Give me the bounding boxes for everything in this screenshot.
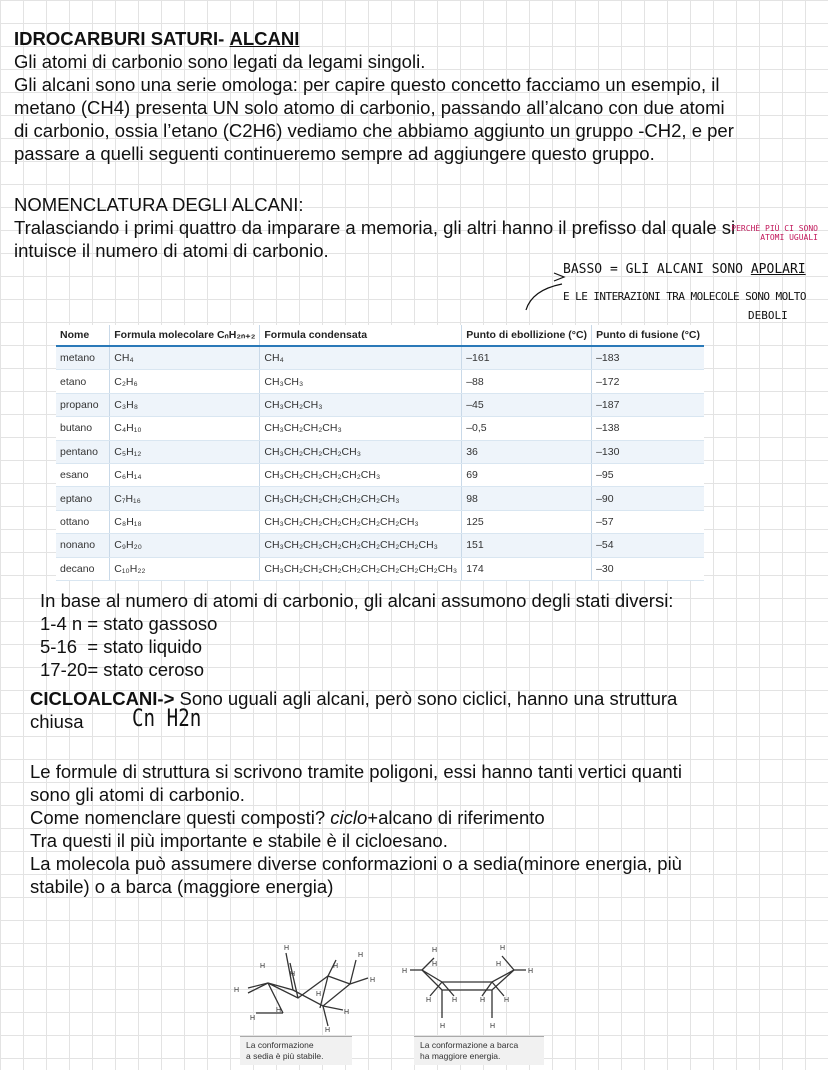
atom-label: H (358, 952, 364, 959)
nomenclature-line: Tralasciando i primi quattro da imparare a memoria, gli altri hanno il prefisso dal quale si (14, 217, 736, 238)
table-cell: 151 (462, 534, 592, 557)
atom-label: H (276, 1007, 282, 1014)
table-header-row (56, 325, 704, 346)
column-header: Punto di ebollizione (°C) (462, 325, 592, 346)
table-cell: propano (56, 393, 110, 416)
table-cell: butano (56, 417, 110, 440)
boat-conformation-figure (402, 940, 542, 1036)
atom-label: H (284, 945, 290, 952)
closing-line: La molecola può assumere diverse conformazioni o a sedia(minore energia, più (30, 853, 682, 874)
states-line: 1-4 n = stato gassoso (40, 613, 218, 634)
structure-line: Le formule di struttura si scrivono tramite poligoni, essi hanno tanti vertici quanti (30, 761, 682, 782)
table-cell: C₃H₈ (110, 393, 260, 416)
table-cell: C₇H₁₆ (110, 487, 260, 510)
cyclo-heading: CICLOALCANI-> (30, 688, 175, 709)
intro-line: metano (CH4) presenta UN solo atomo di carbonio, passando all’alcano con due atomi (14, 97, 725, 118)
table-row (56, 417, 704, 440)
table-cell: –90 (592, 487, 704, 510)
states-line: In base al numero di atomi di carbonio, gli alcani assumono degli stati diversi: (40, 590, 674, 611)
table-cell: pentano (56, 440, 110, 463)
intro-line: Gli atomi di carbonio sono legati da legami singoli. (14, 51, 426, 72)
table-cell: CH₃CH₂CH₂CH₃ (260, 417, 462, 440)
table-cell: CH₃CH₂CH₂CH₂CH₂CH₂CH₂CH₂CH₂CH₃ (260, 557, 462, 580)
table-cell: –138 (592, 417, 704, 440)
naming-line (30, 806, 682, 829)
cyclo-line2: chiusa (30, 711, 84, 732)
atom-label: H (432, 947, 438, 954)
chair-conformation-figure (228, 938, 398, 1038)
states-line: 5-16 = stato liquido (40, 636, 202, 657)
table-cell: 98 (462, 487, 592, 510)
table-cell: 36 (462, 440, 592, 463)
atom-label: H (344, 1009, 350, 1016)
atom-label: H (490, 1023, 496, 1030)
table-row (56, 510, 704, 533)
table-cell: CH₃CH₂CH₂CH₂CH₂CH₂CH₂CH₂CH₃ (260, 534, 462, 557)
title-text: IDROCARBURI SATURI- (14, 28, 230, 49)
atom-label: H (528, 968, 534, 975)
table-row (56, 370, 704, 393)
atom-label: H (325, 1027, 331, 1034)
chair-caption: La conformazione a sedia è più stabile. (246, 1040, 324, 1061)
table-row (56, 393, 704, 416)
atom-label: H (480, 997, 486, 1004)
table-cell: C₆H₁₄ (110, 463, 260, 486)
table-cell: CH₃CH₂CH₃ (260, 393, 462, 416)
handwritten-note-line3: DEBOLI (748, 309, 788, 322)
note-apolari: APOLARI (750, 262, 806, 277)
table-cell: –30 (592, 557, 704, 580)
structure-line: sono gli atomi di carbonio. (30, 784, 245, 805)
alkanes-table (56, 325, 704, 581)
column-header: Nome (56, 325, 110, 346)
table-cell: C₅H₁₂ (110, 440, 260, 463)
naming-suffix: +alcano di riferimento (367, 807, 545, 828)
nomenclature-line: intuisce il numero di atomi di carbonio. (14, 240, 329, 261)
column-header: Formula molecolare CₙH₂ₙ₊₂ (110, 325, 260, 346)
cyclo-formula-handwritten: Cn H2n (132, 704, 202, 732)
naming-prefix: Come nomenclare questi composti? (30, 807, 331, 828)
intro-line: Gli alcani sono una serie omologa: per capire questo concetto facciamo un esempio, il (14, 74, 720, 95)
atom-label: H (333, 963, 339, 970)
handwritten-note-line1 (563, 262, 806, 277)
table-cell: CH₄ (260, 346, 462, 370)
table-cell: C₄H₁₀ (110, 417, 260, 440)
intro-line: passare a quelli seguenti continueremo sempre ad aggiungere questo gruppo. (14, 143, 655, 164)
atom-label: H (250, 1015, 256, 1022)
atom-label: H (452, 997, 458, 1004)
note-text: BASSO = GLI ALCANI SONO (563, 262, 751, 277)
table-cell: ottano (56, 510, 110, 533)
table-row (56, 534, 704, 557)
table-cell: metano (56, 346, 110, 370)
table-cell: CH₃CH₂CH₂CH₂CH₂CH₃ (260, 463, 462, 486)
table-cell: –161 (462, 346, 592, 370)
cyclo-text: Sono uguali agli alcani, però sono ciclici, hanno una struttura (174, 688, 678, 709)
boat-caption-box (414, 1036, 544, 1065)
table-row (56, 463, 704, 486)
atom-label: H (426, 997, 432, 1004)
nomenclature-section (14, 193, 735, 262)
page-title (14, 27, 299, 50)
table-cell: –172 (592, 370, 704, 393)
states-line: 17-20= stato ceroso (40, 659, 205, 680)
table-cell: esano (56, 463, 110, 486)
table-cell: 174 (462, 557, 592, 580)
table-cell: –57 (592, 510, 704, 533)
table-cell: C₁₀H₂₂ (110, 557, 260, 580)
table-cell: CH₃CH₂CH₂CH₂CH₂CH₂CH₂CH₃ (260, 510, 462, 533)
table-row (56, 440, 704, 463)
column-header: Punto di fusione (°C) (592, 325, 704, 346)
table-cell: etano (56, 370, 110, 393)
boat-caption: La conformazione a barca ha maggiore energia. (420, 1040, 519, 1061)
chair-caption-box (240, 1036, 352, 1065)
closing-line: Tra questi il più importante e stabile è il cicloesano. (30, 830, 448, 851)
table-row (56, 487, 704, 510)
table-cell: C₂H₆ (110, 370, 260, 393)
table-cell: –45 (462, 393, 592, 416)
table-row (56, 557, 704, 580)
table-cell: eptano (56, 487, 110, 510)
closing-line: stabile) o a barca (maggiore energia) (30, 876, 334, 897)
states-section (40, 589, 673, 681)
title-alcani: ALCANI (229, 28, 300, 49)
table-cell: CH₃CH₂CH₂CH₂CH₃ (260, 440, 462, 463)
table-cell: 125 (462, 510, 592, 533)
naming-italic: ciclo (330, 807, 368, 828)
atom-label: H (370, 977, 376, 984)
table-cell: CH₃CH₃ (260, 370, 462, 393)
intro-paragraph (14, 50, 734, 165)
atom-label: H (500, 945, 506, 952)
atom-label: H (290, 971, 296, 978)
cyclo-line1 (30, 687, 677, 710)
atom-label: H (316, 991, 322, 998)
structure-section (30, 760, 682, 898)
table-row (56, 346, 704, 370)
table-cell: CH₃CH₂CH₂CH₂CH₂CH₂CH₃ (260, 487, 462, 510)
table-cell: –187 (592, 393, 704, 416)
table-cell: decano (56, 557, 110, 580)
column-header: Formula condensata (260, 325, 462, 346)
table-cell: 69 (462, 463, 592, 486)
table-cell: CH₄ (110, 346, 260, 370)
atom-label: H (496, 961, 502, 968)
table-cell: –183 (592, 346, 704, 370)
table-cell: C₈H₁₈ (110, 510, 260, 533)
table-cell: –130 (592, 440, 704, 463)
nomenclature-heading: NOMENCLATURA DEGLI ALCANI: (14, 194, 304, 215)
table-cell: nonano (56, 534, 110, 557)
table-cell: –0,5 (462, 417, 592, 440)
table-cell: –95 (592, 463, 704, 486)
table-cell: –54 (592, 534, 704, 557)
atom-label: H (440, 1023, 446, 1030)
intro-line: di carbonio, ossia l’etano (C2H6) vediamo che abbiamo aggiunto un gruppo -CH2, e per (14, 120, 734, 141)
atom-label: H (504, 997, 510, 1004)
handwritten-note-line2: E LE INTERAZIONI TRA MOLECOLE SONO MOLTO (563, 290, 806, 303)
atom-label: H (260, 963, 266, 970)
pink-note: PERCHÈ PIÙ CI SONO ATOMI UGUALI (731, 224, 818, 242)
atom-label: H (432, 961, 438, 968)
atom-label: H (402, 968, 408, 975)
table-cell: C₉H₂₀ (110, 534, 260, 557)
atom-label: H (234, 987, 240, 994)
table-cell: –88 (462, 370, 592, 393)
